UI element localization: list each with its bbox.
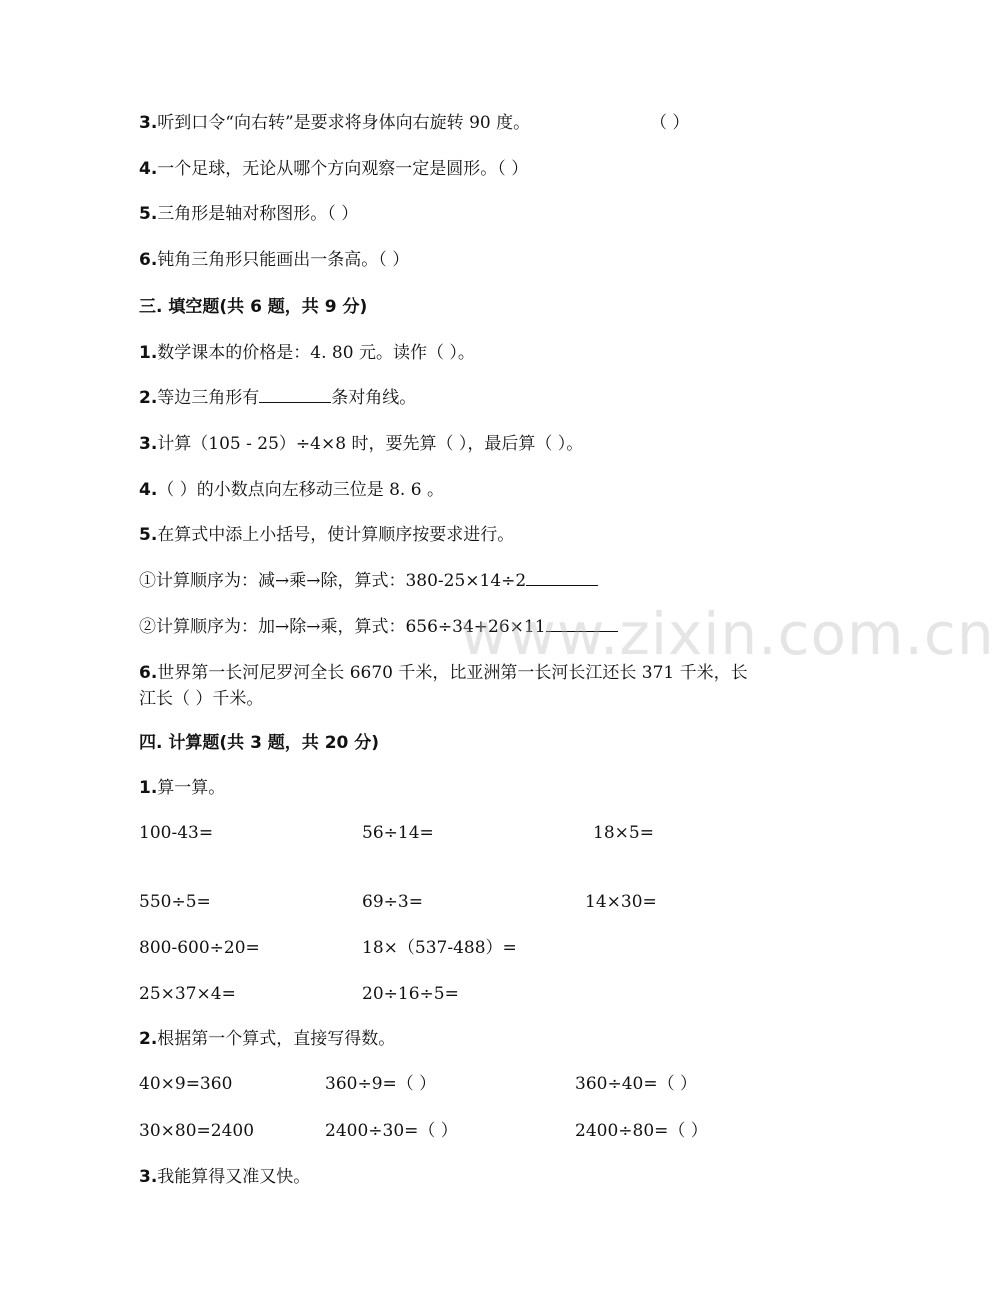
calc-item: 100-43=: [139, 823, 214, 843]
calc-item: 2400÷30=（ ）: [325, 1121, 458, 1141]
question-text: 条对角线。: [331, 388, 417, 408]
fill-q2: [139, 385, 416, 411]
question-number: 2.: [139, 388, 158, 408]
question-number: 2.: [139, 1029, 158, 1049]
question-number: 6.: [139, 250, 158, 270]
question-number: 3.: [139, 434, 158, 454]
question-text: 算一算。: [157, 778, 226, 798]
calc-item: 14×30=: [585, 892, 657, 912]
calc-item: 56÷14=: [362, 823, 434, 843]
calc-item: 18×（537-488）=: [362, 938, 517, 958]
question-number: 3.: [139, 1167, 158, 1187]
question-number: 5.: [139, 204, 158, 224]
question-text: ①计算顺序为：减→乘→除，算式：380-25×14÷2: [139, 571, 527, 591]
question-number: 3.: [139, 113, 158, 133]
calc-q3: [139, 1164, 310, 1190]
section-title-calculation: 四. 计算题(共 3 题，共 20 分): [139, 733, 380, 753]
question-number: 5.: [139, 525, 158, 545]
calc-item: 30×80=2400: [139, 1121, 255, 1141]
question-number: 1.: [139, 778, 158, 798]
question-text: 在算式中添上小括号，使计算顺序按要求进行。: [157, 525, 515, 545]
calc-q1: [139, 775, 225, 801]
fill-q5-part-a: [139, 568, 598, 594]
question-text: 钝角三角形只能画出一条高。（ ）: [157, 250, 410, 270]
answer-blank: [259, 386, 331, 403]
judge-q3: [139, 110, 530, 136]
calc-item: 18×5=: [593, 823, 654, 843]
question-text: 我能算得又准又快。: [157, 1167, 311, 1187]
judge-q5: [139, 201, 358, 227]
question-text: 等边三角形有: [157, 388, 260, 408]
question-text: 世界第一长河尼罗河全长 6670 千米，比亚洲第一长河长江还长 371 千米，长: [157, 663, 748, 683]
calc-item: 2400÷80=（ ）: [575, 1121, 708, 1141]
question-text: 三角形是轴对称图形。（ ）: [157, 204, 359, 224]
question-number: 4.: [139, 159, 158, 179]
calc-q2: [139, 1026, 395, 1052]
calc-item: 550÷5=: [139, 892, 211, 912]
judge-q4: [139, 156, 528, 182]
watermark: www.zixin.com.cn: [460, 600, 995, 668]
section-title-fill-blank: 三. 填空题(共 6 题，共 9 分): [139, 297, 368, 317]
judge-q6: [139, 247, 409, 273]
calc-item: 360÷40=（ ）: [575, 1074, 697, 1094]
question-text: 根据第一个算式，直接写得数。: [157, 1029, 396, 1049]
calc-item: 40×9=360: [139, 1074, 233, 1094]
question-number: 4.: [139, 480, 158, 500]
question-text: （ ）的小数点向左移动三位是 8. 6 。: [157, 480, 444, 500]
calc-item: 25×37×4=: [139, 984, 236, 1004]
question-text: ②计算顺序为：加→除→乘，算式：656÷34+26×11: [139, 617, 546, 637]
fill-q5: [139, 522, 514, 548]
answer-blank: [526, 569, 598, 586]
question-number: 1.: [139, 343, 158, 363]
question-text: 数学课本的价格是：4. 80 元。读作（ ）。: [157, 343, 475, 363]
calc-item: 360÷9=（ ）: [325, 1074, 437, 1094]
fill-q4: [139, 477, 444, 503]
calc-item: 69÷3=: [362, 892, 423, 912]
question-number: 6.: [139, 663, 158, 683]
question-text: 听到口令“向右转”是要求将身体向右旋转 90 度。: [157, 113, 531, 133]
fill-q6-line2: 江长（ ）千米。: [139, 689, 264, 709]
calc-item: 800-600÷20=: [139, 938, 260, 958]
fill-q1: [139, 340, 475, 366]
question-text: 一个足球，无论从哪个方向观察一定是圆形。（ ）: [157, 159, 529, 179]
calc-item: 20÷16÷5=: [362, 984, 459, 1004]
answer-paren: （ ）: [650, 113, 690, 133]
question-text: 计算（105 - 25）÷4×8 时，要先算（ ），最后算（ ）。: [157, 434, 584, 454]
fill-q3: [139, 431, 583, 457]
